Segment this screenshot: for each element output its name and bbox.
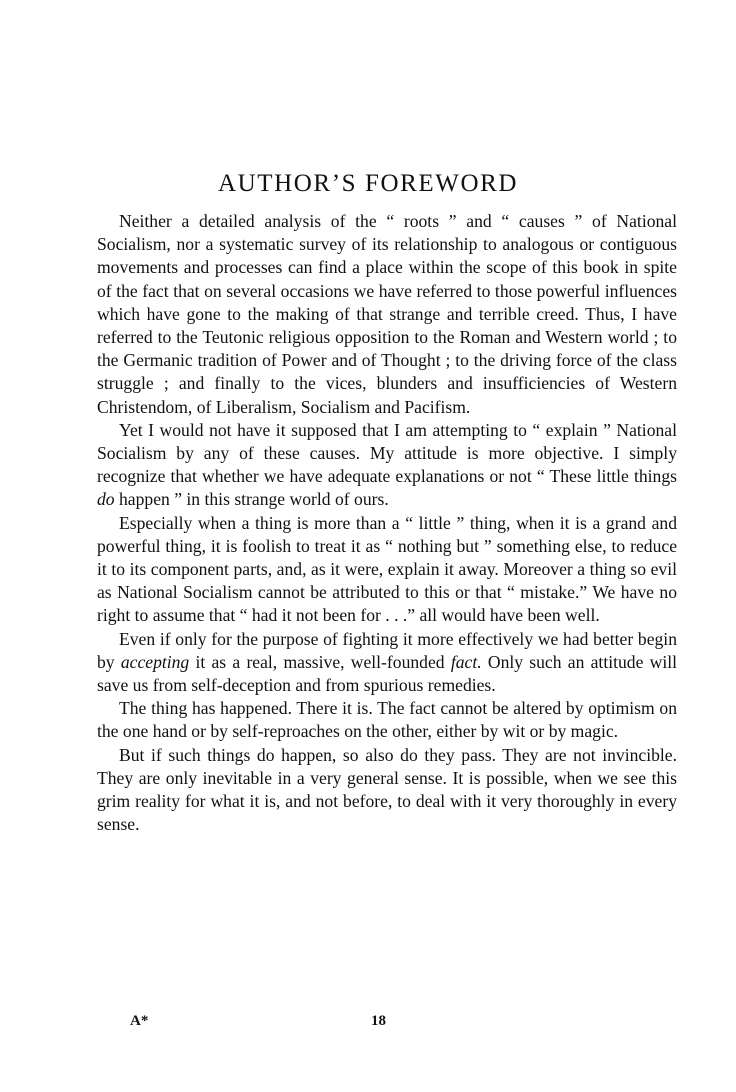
paragraph-5: [97, 697, 677, 743]
paragraph-6: [97, 744, 677, 837]
paragraph-text: The thing has happened. There it is. The fact cannot be altered by optimism on the one hand or by self-reproaches on the other, either by wit or by magic.: [97, 698, 677, 742]
paragraph-2: [97, 419, 677, 512]
paragraph-text: it as a real, massive, well-founded: [195, 651, 445, 672]
signature-mark: A*: [130, 1013, 149, 1029]
paragraph-text: Even if only for the purpose of fighting it more effectively we had better begin by: [97, 628, 677, 672]
paragraph-text: Yet I would not have it supposed that I am attempting to “ explain ” National Socialism by any of these causes. My attitude is more objective. I simply recognize that whether we have adequate explanations or not “ These little things: [97, 419, 677, 487]
page-number: 18: [371, 1013, 386, 1029]
paragraph-text: Only such an attitude will save us from self-deception and from spurious remedies.: [97, 651, 677, 696]
page-footer: [0, 1013, 736, 1037]
page-title: AUTHOR’S FOREWORD: [217, 170, 519, 197]
paragraph-3: [97, 512, 677, 628]
foreword-body: [97, 210, 677, 836]
emphasis-text: fact.: [450, 651, 482, 672]
paragraph-4: [97, 628, 677, 698]
paragraph-1: [97, 210, 677, 419]
paragraph-text: happen ” in this strange world of ours.: [119, 489, 389, 510]
paragraph-text: Especially when a thing is more than a “ little ” thing, when it is a grand and powerful thing, it is foolish to treat it as “ nothing but ” something else, to reduce it to its component parts, and, as it were, explain it away. Moreover a thing so evil as National Socialism cannot be attributed to this or that “ mistake.” We have no right to assume that “ had it not been for . . .” all would have been well.: [97, 512, 677, 626]
emphasis-text: accepting: [120, 651, 190, 672]
emphasis-text: do: [97, 489, 115, 510]
paragraph-text: But if such things do happen, so also do they pass. They are not invincible. They are only inevitable in a very general sense. It is possible, when we see this grim reality for what it is, and not before, to deal with it very thoroughly in every sense.: [97, 744, 677, 835]
paragraph-text: Neither a detailed analysis of the “ roots ” and “ causes ” of National Socialism, nor a systematic survey of its relationship to analogous or contiguous movements and processes can find a place within the scope of this book in spite of the fact that on several occasions we have referred to those powerful influences which have gone to the making of that strange and terrible creed. Thus, I have referred to the Teutonic religious opposition to the Roman and Western world ; to the Germanic tradition of Power and of Thought ; to the driving force of the class struggle ; and finally to the vices, blunders and insufficiencies of Western Christendom, of Liberalism, Socialism and Pacifism.: [97, 211, 677, 417]
